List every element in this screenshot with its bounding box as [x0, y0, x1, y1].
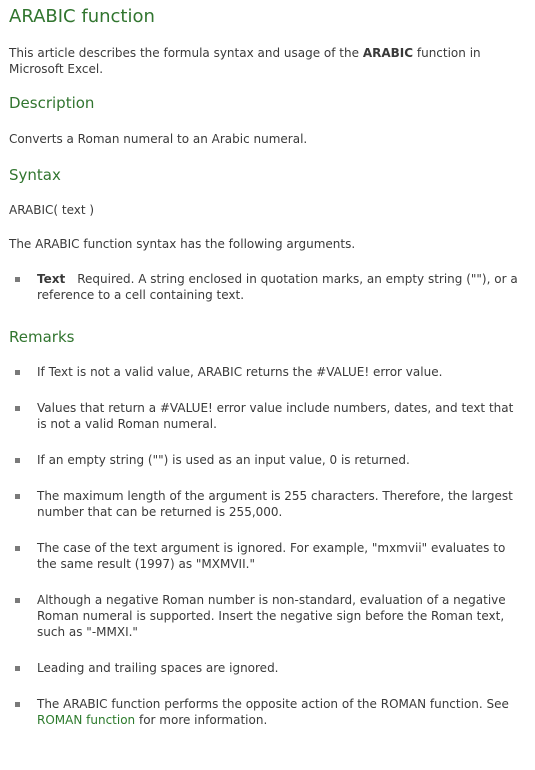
description-heading: Description: [9, 94, 95, 112]
roman-function-link[interactable]: ROMAN function: [37, 713, 136, 727]
remark-text: Leading and trailing spaces are ignored.: [37, 661, 279, 675]
remark-item: [9, 400, 526, 432]
remarks-list: [9, 364, 526, 728]
remark-text: If Text is not a valid value, ARABIC returns the #VALUE! error value.: [37, 365, 443, 379]
argument-name: Text: [37, 272, 66, 286]
remarks-heading: Remarks: [9, 328, 75, 346]
remark-item: [9, 540, 526, 572]
remark-text: The maximum length of the argument is 255 characters. Therefore, the largest number that can be returned is 255,000.: [37, 489, 513, 519]
syntax-line: ARABIC( text ): [9, 203, 95, 217]
remark-item: [9, 660, 526, 676]
bullet-icon: [15, 702, 20, 707]
bullet-icon: [15, 406, 20, 411]
remark-text-before-link: The ARABIC function performs the opposite action of the ROMAN function. See: [37, 697, 509, 711]
intro-text-after: function in Microsoft Excel.: [9, 46, 481, 76]
remark-text: Values that return a #VALUE! error value include numbers, dates, and text that is not a valid Roman numeral.: [37, 401, 514, 431]
remark-text-after-link: for more information.: [135, 713, 268, 727]
remark-item: [9, 592, 526, 640]
syntax-heading: Syntax: [9, 166, 61, 184]
bullet-icon: [15, 666, 20, 671]
remark-item: [9, 488, 526, 520]
remark-item: [9, 696, 526, 728]
argument-description: Required. A string enclosed in quotation marks, an empty string (""), or a reference to a cell containing text.: [37, 272, 518, 302]
page-title: ARABIC function: [9, 6, 155, 27]
bullet-icon: [15, 546, 20, 551]
bullet-icon: [15, 458, 20, 463]
intro-text-before: This article describes the formula syntax and usage of the: [9, 46, 363, 60]
bullet-icon: [15, 598, 20, 603]
remark-text: If an empty string ("") is used as an input value, 0 is returned.: [37, 453, 410, 467]
argument-item: [9, 271, 526, 303]
bullet-icon: [15, 370, 20, 375]
remark-item: [9, 364, 526, 380]
intro-function-name: ARABIC: [362, 46, 414, 60]
intro-paragraph: [9, 45, 526, 77]
bullet-icon: [15, 277, 20, 282]
remark-text: Although a negative Roman number is non-standard, evaluation of a negative Roman numeral is supported. Insert the negative sign before the Roman text, such as "-MMXI.": [37, 593, 506, 639]
arguments-intro: The ARABIC function syntax has the following arguments.: [9, 237, 356, 251]
description-text: Converts a Roman numeral to an Arabic numeral.: [9, 132, 308, 146]
remark-item: [9, 452, 526, 468]
remark-text: The case of the text argument is ignored. For example, "mxmvii" evaluates to the same result (1997) as "MXMVII.": [37, 541, 506, 571]
bullet-icon: [15, 494, 20, 499]
arguments-list: [9, 271, 526, 303]
